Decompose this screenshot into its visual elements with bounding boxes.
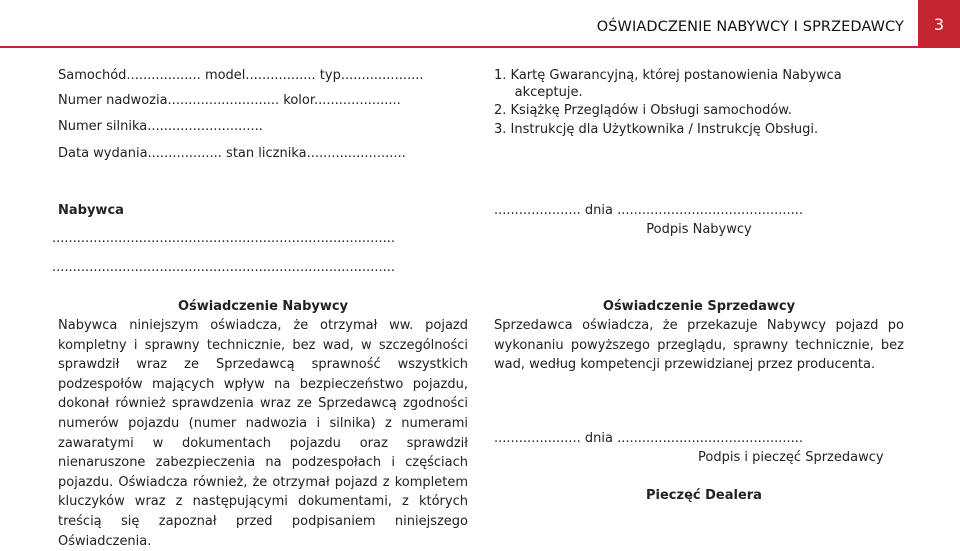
buyer-statement-text: Nabywca niniejszym oświadcza, że otrzymał ww. pojazd kompletny i sprawny technicznie, bez wad, w szczególności sprawdził wraz ze Sprzedawcą sprawność wszystkich podzespołów mających wpływ na bezpieczeństwo pojazdu, dokonał również sprawdzenia wraz ze Sprzedawcą zgodności numerów pojazdu (numer nadwozia i silnika) z numerami zawaratymi w dokumentach pojazdu oraz sprawdził nienaruszone zabezpieczenia na podzespołach i częściach pojazdu. Oświadcza również, że otrzymał pojazd z kompletem kluczyków wraz z następującymi dokumentami, z których treścią się zapoznał przed podpisaniem niniejszego Oświadczenia. [58, 318, 468, 549]
doc-item-manual: 3. Instrukcję dla Użytkownika / Instrukcję Obsługi. [494, 122, 819, 137]
buyer-statement-title: Oświadczenie Nabywcy [177, 299, 349, 314]
buyer-label: Nabywca [58, 203, 124, 218]
vehicle-field-issue-date: Data wydania.................. stan licznika........................ [58, 146, 406, 161]
doc-item-warranty: 1. Kartę Gwarancyjną, której postanowienia Nabywca [494, 68, 842, 83]
buyer-signature-label: Podpis Nabywcy [646, 222, 752, 237]
doc-item-warranty-cont: akceptuje. [494, 85, 583, 100]
buyer-date-line: ..................... dnia ............................................. [494, 203, 804, 218]
vehicle-field-engine: Numer silnika............................ [58, 119, 263, 134]
buyer-name-line: ................................................................................... [52, 231, 395, 246]
seller-date-line: ..................... dnia ............................................. [494, 431, 804, 446]
seller-statement-title: Oświadczenie Sprzedawcy [602, 299, 796, 314]
vehicle-field-model: Samochód.................. model................. typ.................... [58, 68, 424, 83]
page-number-badge: 3 [918, 0, 960, 48]
dealer-stamp-label: Pieczęć Dealera [646, 488, 762, 503]
doc-item-service-book: 2. Książkę Przeglądów i Obsługi samochodów. [494, 103, 792, 118]
buyer-address-line: ................................................................................... [52, 260, 395, 275]
header-rule [0, 46, 918, 48]
vehicle-field-body: Numer nadwozia........................... kolor..................... [58, 93, 401, 108]
seller-signature-label: Podpis i pieczęć Sprzedawcy [698, 450, 884, 465]
seller-statement-text: Sprzedawca oświadcza, że przekazuje Nabywcy pojazd po wykonaniu powyższego przeglądu, sprawny technicznie, bez wad, według kompetencji przewidzianej przez producenta. [494, 318, 904, 373]
page-title: OŚWIADCZENIE NABYWCY I SPRZEDAWCY [596, 19, 904, 35]
